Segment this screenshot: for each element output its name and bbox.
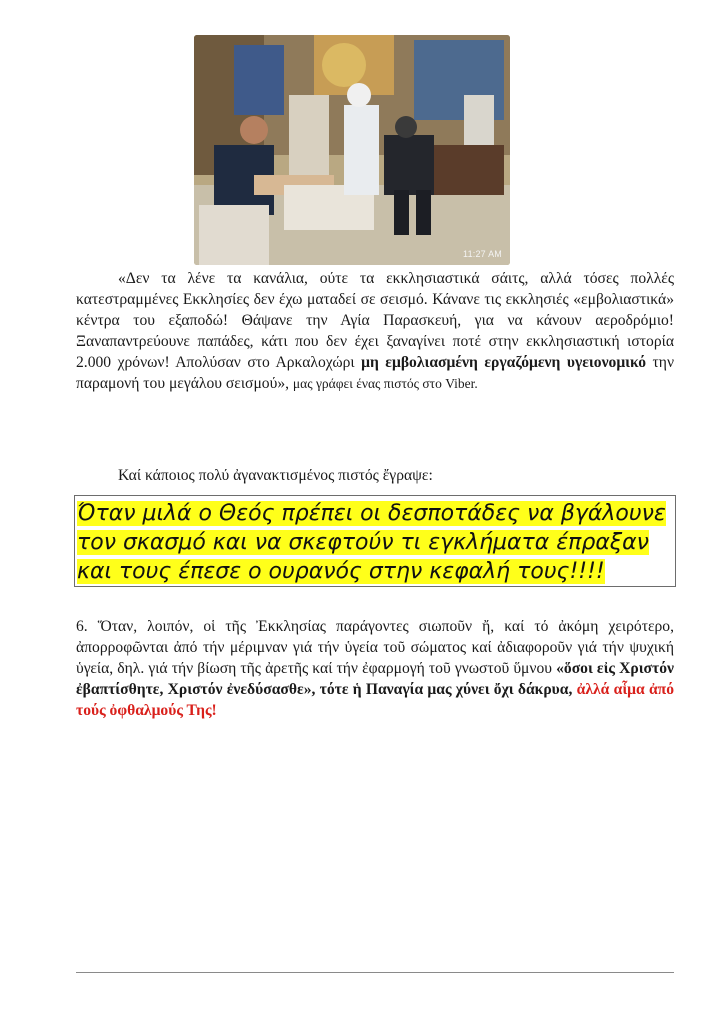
paragraph-intro-quote <box>76 465 674 486</box>
photo-timestamp: 11:27 AM <box>463 249 502 259</box>
quote-text: Όταν μιλά ο Θεός πρέπει οι δεσποτάδες να βγάλουνε τον σκασμό και να σκεφτούν τι εγκλήματα έπραξαν και τους έπεσε ο ουρανός στην κεφαλή τους!!!! <box>77 501 666 584</box>
church-interior-illustration <box>194 35 510 265</box>
highlighted-quote-box <box>74 495 676 587</box>
paragraph3-bold: «ὅσοι εἰς Χριστόν ἐβαπτίσθητε, Χριστόν ἐνεδύσασθε», τότε ἡ Παναγία μας χύνει ὄχι δάκρυα, <box>76 660 674 698</box>
paragraph3-text-a: 6. Ὅταν, λοιπόν, οἱ τῆς Ἐκκλησίας παράγοντες σιωποῦν ἤ, καί τό ἀκόμη χειρότερο, ἀπορροφῶνται ἀπό τήν μέριμναν γιά τήν ὑγεία τοῦ σώματος καί ἀδιαφοροῦν γιά τήν ψυχική ὑγεία, δηλ. γιά τήν βίωση τῆς ἀρετῆς καί τήν ἐφαρμογή τοῦ γνωστοῦ ὕμνου <box>76 618 674 677</box>
church-vaccination-photo <box>194 35 510 265</box>
paragraph1-small: μας γράφει ένας πιστός στο Viber. <box>292 376 478 391</box>
paragraph1-text-b: την παραμονή του μεγάλου σεισμού», <box>76 354 674 392</box>
paragraph1-bold: μη εμβολιασμένη εργαζόμενη υγειονομικό <box>361 354 647 371</box>
paragraph3-red: ἀλλά αἷμα ἀπό τούς ὀφθαλμούς Της! <box>76 681 674 719</box>
footer-divider <box>76 972 674 973</box>
paragraph-section-6 <box>76 616 674 721</box>
paragraph1-text-a: «Δεν τα λένε τα κανάλια, ούτε τα εκκλησιαστικά σάιτς, αλλά τόσες πολλές κατεστραμμένες Εκκλησίες δεν έχω ματαδεί σε σεισμό. Κάνανε τις εκκλησιές «εμβολιαστικά» κέντρα του εξαποδώ! Θάψανε την Αγία Παρασκευή, για να κάνουν αεροδρόμιο! Ξαναπαντρεύουνε παπάδες, κάτι που δεν έχει ξαναγίνει ποτέ στην εκκλησιαστική ιστορία 2.000 χρόνων! Απολύσαν στο Αρκαλοχώρι <box>76 270 674 371</box>
highlighted-quote <box>77 499 673 586</box>
paragraph-viber-message <box>76 268 674 394</box>
paragraph2-text: Καί κάποιος πολύ ἀγανακτισμένος πιστός ἔγραψε: <box>118 467 433 484</box>
